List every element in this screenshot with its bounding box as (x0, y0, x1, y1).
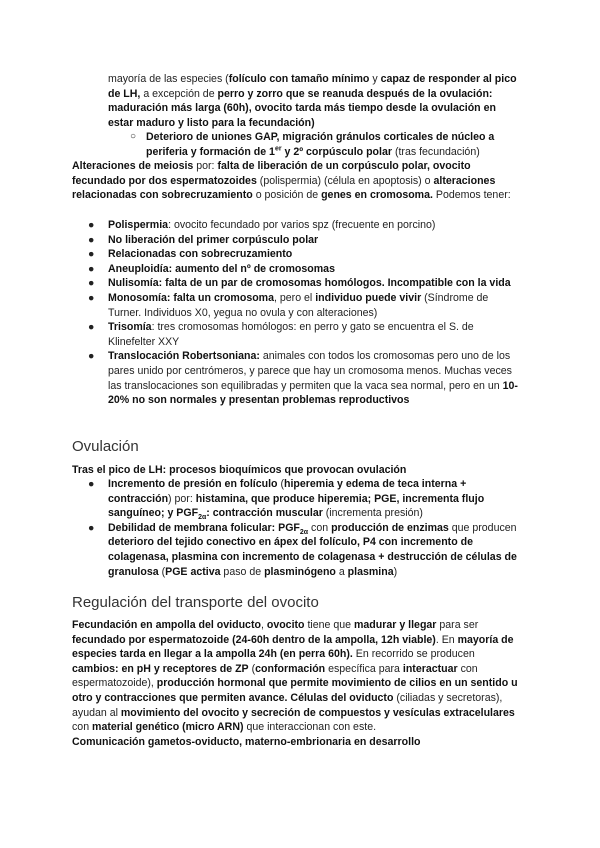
alterations-list (72, 218, 522, 408)
bullet-icon: ● (88, 350, 95, 363)
list-item: ● Relacionadas con sobrecruzamiento (88, 248, 293, 261)
bullet-icon: ● (88, 277, 95, 290)
list-item: ● Debilidad de membrana folicular: $PGF_{2\alpha}$ con producción de enzimas que producen deterioro del tejido conectivo en ápex del folículo, P4 con incremento de colagenasa, plasmina con incremento de colagenasa + destrucción de células de granulosa (PGE activa paso de plasminógeno a plasmina) (88, 521, 517, 578)
ovulacion-list (72, 477, 522, 579)
list-item: ● Translocación Robertsoniana: animales con todos los cromosomas pero uno de los pares unido por centrómeros, y parece que hay un cromosoma menos. Muchas veces las translocaciones son equilibradas y permiten que la vaca sea normal, pero en un 10-20% no son normales y presentan problemas reproductivos (88, 350, 518, 407)
bullet-icon: ● (88, 521, 95, 534)
bullet-icon: ● (88, 321, 95, 334)
list-item: ● Polispermia: ovocito fecundado por varios spz (frecuente en porcino) (88, 219, 436, 231)
bullet-icon: ● (88, 233, 95, 246)
continuation-paragraph: mayoría de las especies (folículo con tamaño mínimo y capaz de responder al pico de LH, a excepción de perro y zorro que se reanuda después de la ovulación: maduración más larga (60h), ovocito tarda más tiempo desde la ovulación en estar maduro y listo para la fecundación) (108, 73, 517, 129)
transporte-paragraph: Fecundación en ampolla del oviducto, ovocito tiene que madurar y llegar para ser fecundado por espermatozoide (24-60h dentro de la ampolla, 12h viable). En mayoría de especies tarda en llegar a la ampolla 24h (en perra 60h). En recorrido se producen cambios: en pH y receptores de ZP (conformación específica para interactuar con espermatozoide), producción hormonal que permite movimiento de cilios en un sentido u otro y contracciones que permiten avance. Células del oviducto (ciliadas y secretoras), ayudan al movimiento del ovocito y secreción de compuestos y vesículas extracelulares con material genético (micro ARN) que interaccionan con este. Comunicación gametos-oviducto, materno-embrionaria en desarrollo (72, 619, 518, 748)
ovulacion-intro: Tras el pico de LH: procesos bioquímicos que provocan ovulación (72, 464, 407, 476)
section-heading-transporte: Regulación del transporte del ovocito (72, 594, 319, 611)
bullet-icon: ● (88, 248, 95, 261)
list-item: ● Nulisomía: falta de un par de cromosomas homólogos. Incompatible con la vida (88, 277, 511, 290)
bullet-icon: ● (88, 219, 95, 231)
section-heading-ovulacion: Ovulación (72, 438, 139, 455)
bullet-icon: ● (88, 262, 95, 275)
sub-bullet-item: ○ Deterioro de uniones GAP, migración gránulos corticales de núcleo a periferia y formación de 1er y 2º corpúsculo polar (tras fecundación) (130, 131, 495, 158)
meiosis-paragraph: Alteraciones de meiosis por: falta de liberación de un corpúsculo polar, ovocito fecundado por dos espermatozoides (polispermia) (célula en apoptosis) o alteraciones relacionadas con sobrecruzamiento o posición de genes en cromosoma. Podemos tener: (72, 160, 511, 202)
list-item: ● Monosomía: falta un cromosoma, pero el individuo puede vivir (Síndrome de Turner. Individuos X0, yegua no ovula y con alteraciones) (88, 291, 489, 319)
bullet-icon: ● (88, 291, 95, 304)
hollow-circle-bullet-icon: ○ (130, 131, 137, 142)
list-item: ● Incremento de presión en folículo (hiperemia y edema de teca interna + contracción) por: histamina, que produce hiperemia; PGE, incrementa flujo sanguíneo; y $PGF_{2\alpha}$: contracción muscular (incrementa presión) (88, 478, 485, 522)
list-item: ● No liberación del primer corpúsculo polar (88, 233, 319, 246)
list-item: ● Trisomía: tres cromosomas homólogos: en perro y gato se encuentra el S. de Klinefelter XXY (88, 321, 474, 348)
list-item: ● Aneuploidía: aumento del nº de cromosomas (88, 262, 335, 275)
bullet-icon: ● (88, 478, 95, 490)
